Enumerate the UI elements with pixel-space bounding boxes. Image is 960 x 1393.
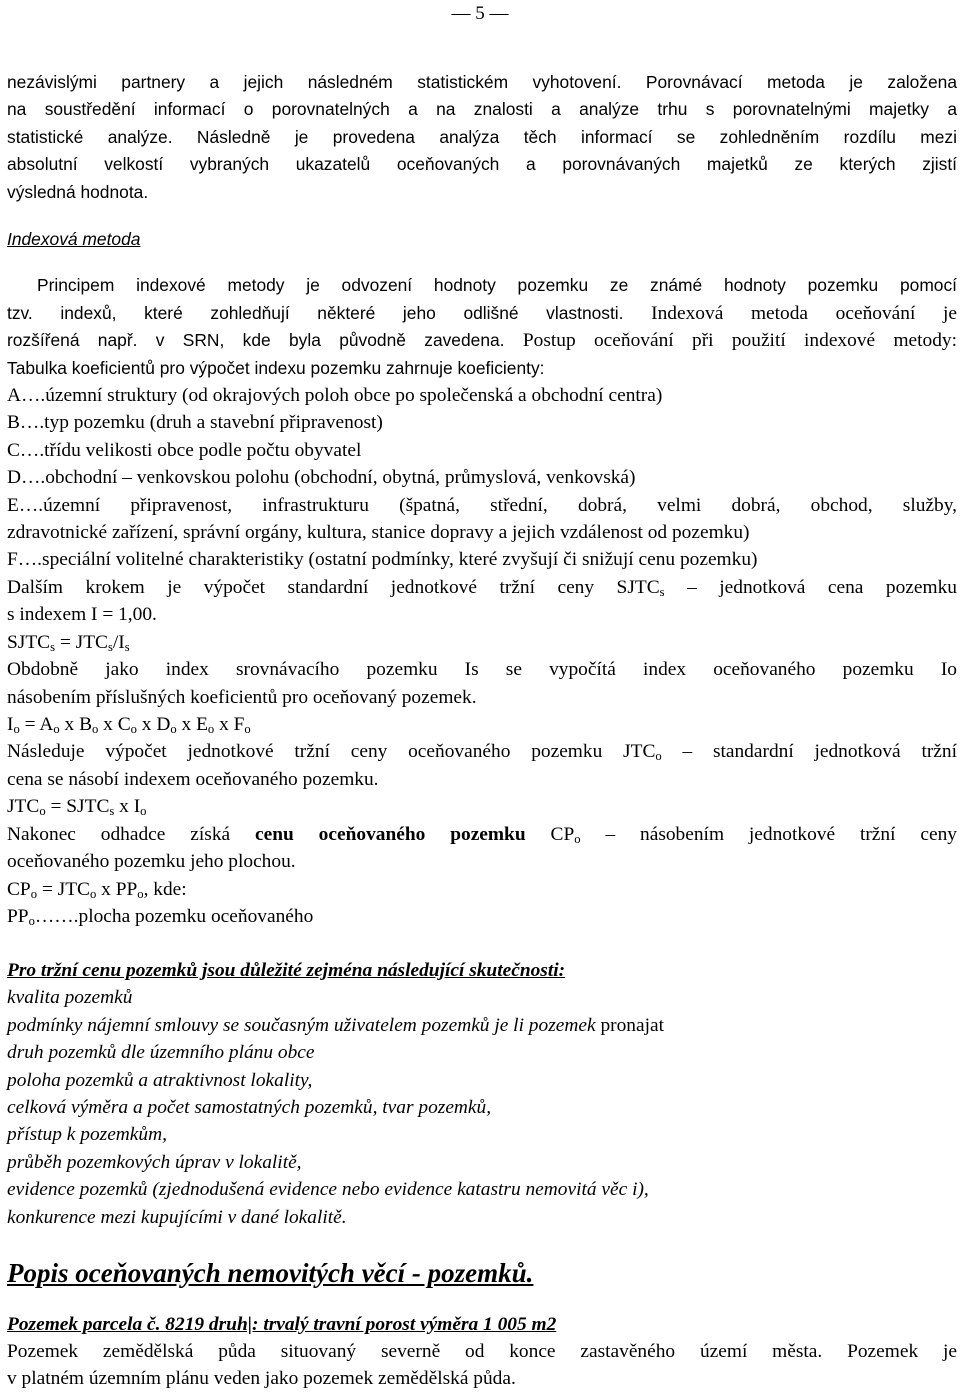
section-title: Popis oceňovaných nemovitých věcí - pozemků. — [7, 1258, 534, 1288]
jtc-line-1: Následuje výpočet jednotkové tržní ceny oceňovaného pozemku $JTC_o$ – standardní jednotková tržní — [7, 741, 957, 764]
formula-pp: $PP_o\dots\dots.plocha$ pozemku oceňovaného — [7, 906, 314, 929]
coef-e-line-1: E….územní připravenost, infrastrukturu (špatná, střední, dobrá, velmi dobrá, obchod, služby, — [7, 495, 957, 516]
coef-d: D….obchodní – venkovskou polohu (obchodní, obytná, průmyslová, venkovská) — [7, 467, 636, 488]
facts-item-2: podmínky nájemní smlouvy se současným uživatelem pozemků je li pozemek pronajat — [7, 1015, 664, 1036]
formula-io: $I_o = A_o$ x $B_o$ x $C_o$ x $D_o$ x $E_o$ x $F_o$ — [7, 714, 251, 737]
analog-line-1: Obdobně jako index srovnávacího pozemku Is se vypočítá index oceňovaného pozemku Io — [7, 659, 957, 680]
intro-line-1: nezávislými partnery a jejich následném statistickém vyhotovení. Porovnávací metoda je založena — [7, 72, 957, 92]
index-para-line-3 — [7, 327, 957, 355]
sjtc-line-2: s indexem I = 1,00. — [7, 604, 157, 625]
parcel-heading: Pozemek parcela č. 8219 druh|: trvalý travní porost výměra 1 005 m2 — [7, 1314, 557, 1335]
facts-item-5: celková výměra a počet samostatných pozemků, tvar pozemků, — [7, 1097, 492, 1118]
facts-item-8: evidence pozemků (zjednodušená evidence nebo evidence katastru nemovitá věc i), — [7, 1179, 649, 1200]
intro-line-3: statistické analýze. Následně je provedena analýza těch informací se zohledněním rozdílu mezi — [7, 127, 957, 147]
parcel-line-1: Pozemek zemědělská půda situovaný severně od konce zastavěného území města. Pozemek je — [7, 1341, 957, 1362]
cp-line-2: oceňovaného pozemku jeho plochou. — [7, 851, 296, 872]
parcel-line-2: v platném územním plánu veden jako pozemek zemědělská půda. — [7, 1368, 516, 1389]
facts-heading: Pro tržní cenu pozemků jsou důležité zejména následující skutečnosti: — [7, 960, 566, 981]
index-method-heading: Indexová metoda — [7, 229, 141, 249]
index-para-line-2 — [7, 300, 957, 328]
sjtc-line-1: Dalším krokem je výpočet standardní jednotkové tržní ceny $SJTC_s$ – jednotková cena pozemku — [7, 577, 957, 600]
facts-item-9: konkurence mezi kupujícími v dané lokalitě. — [7, 1207, 347, 1228]
facts-item-6: přístup k pozemkům, — [7, 1124, 167, 1145]
formula-sjtc: $SJTC_s = JTC_s/I_s$ — [7, 632, 130, 655]
index-para-line-3a: rozšířená např. v SRN, kde byla původně zavedena. — [7, 330, 505, 350]
coef-f: F….speciální volitelné charakteristiky (ostatní podmínky, které zvyšují či snižují cenu pozemku) — [7, 549, 758, 570]
intro-line-5: výsledná hodnota. — [7, 182, 149, 202]
index-para-line-2b: Indexová metoda oceňování je — [651, 303, 957, 324]
index-para-line-2a: tzv. indexů, které zohledňují některé jeho odlišné vlastnosti. — [7, 303, 624, 323]
formula-cp: $CP_o = JTC_o$ x $PP_o$, kde: — [7, 879, 187, 902]
intro-line-4: absolutní velkostí vybraných ukazatelů oceňovaných a porovnávaných majetků ze kterých zjistí — [7, 154, 957, 174]
facts-item-7: průběh pozemkových úprav v lokalitě, — [7, 1152, 302, 1173]
page-number: — 5 — — [451, 3, 509, 24]
coef-b: B….typ pozemku (druh a stavební připravenost) — [7, 412, 383, 433]
formula-jtc: $JTC_o$ = $SJTC_s$ x $I_o$ — [7, 796, 147, 819]
intro-line-2: na soustředění informací o porovnatelných a na znalosti a analýze trhu s porovnatelnými majetky a — [7, 99, 957, 119]
jtc-line-2: cena se násobí indexem oceňovaného pozemku. — [7, 769, 379, 790]
facts-item-3: druh pozemků dle územního plánu obce — [7, 1042, 315, 1063]
analog-line-2: násobením příslušných koeficientů pro oceňovaný pozemek. — [7, 687, 477, 708]
coef-c: C….třídu velikosti obce podle počtu obyvatel — [7, 440, 362, 461]
index-para-line-4: Tabulka koeficientů pro výpočet indexu pozemku zahrnuje koeficienty: — [7, 358, 545, 378]
index-para-line-1: Principem indexové metody je odvození hodnoty pozemku ze známé hodnoty pozemku pomocí — [37, 275, 957, 295]
index-para-line-3b: Postup oceňování při použití indexové metody: — [522, 330, 958, 351]
facts-item-4: poloha pozemků a atraktivnost lokality, — [7, 1070, 313, 1091]
coef-e-line-2: zdravotnické zařízení, správní orgány, kultura, stanice dopravy a jejich vzdálenost od pozemku) — [7, 522, 750, 543]
cp-line-1: Nakonec odhadce získá cenu oceňovaného pozemku $CP_o$ – násobením jednotkové tržní ceny — [7, 824, 957, 847]
facts-item-1: kvalita pozemků — [7, 987, 133, 1008]
coef-a: A….územní struktury (od okrajových poloh obce po společenská a obchodní centra) — [7, 385, 663, 406]
